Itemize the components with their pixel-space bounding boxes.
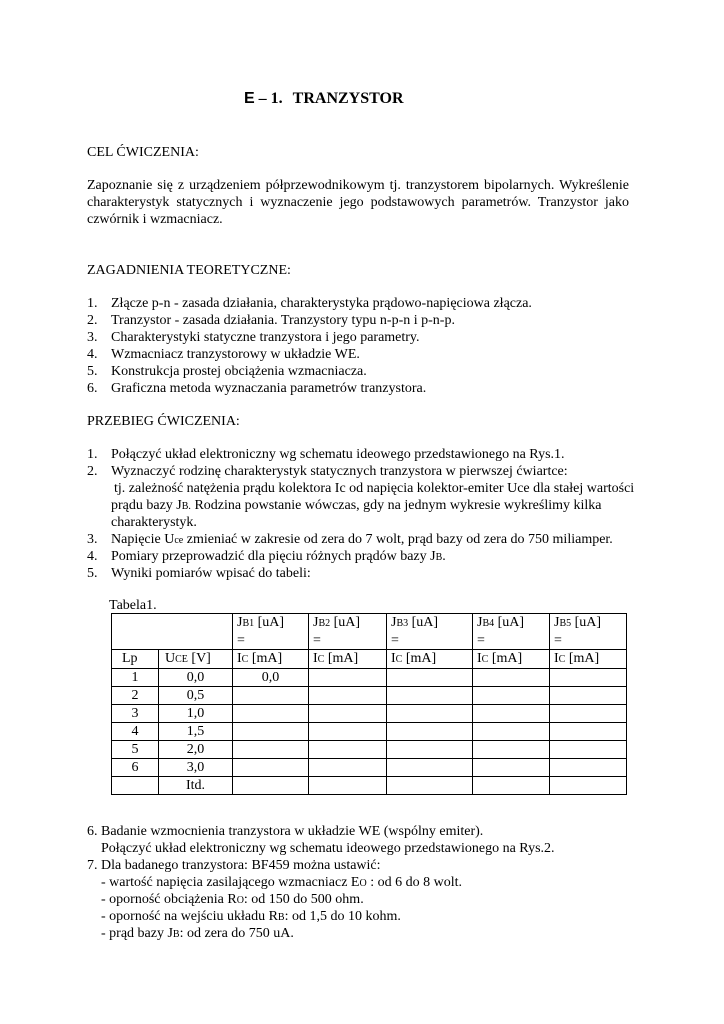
step-number: 4. bbox=[87, 549, 98, 564]
table-header-cell: Lp bbox=[112, 650, 159, 669]
table-cell bbox=[112, 614, 233, 650]
goal-line: Zapoznanie się z urządzeniem półprzewodnikowym tj. tranzystorem bipolarnych. Wykreślenie bbox=[87, 178, 629, 193]
table-header-cell: JB1 [uA] = bbox=[233, 614, 309, 650]
title-number: – 1. bbox=[258, 90, 283, 107]
step-text: Wyniki pomiarów wpisać do tabeli: bbox=[111, 566, 311, 581]
table-row: 3 1,0 bbox=[112, 705, 627, 723]
step-number: 5. bbox=[87, 566, 98, 581]
table-header-cell: JB5 [uA] = bbox=[550, 614, 627, 650]
list-item-text: Wzmacniacz tranzystorowy w układzie WE. bbox=[111, 347, 360, 362]
table-header-cell: IC [mA] bbox=[233, 650, 309, 669]
table-header-row bbox=[112, 614, 627, 650]
step7-line: 7. Dla badanego tranzystora: BF459 można ustawić: bbox=[87, 858, 381, 873]
step7-bullet: - oporność na wejściu układu RB: od 1,5 do 10 kohm. bbox=[101, 909, 401, 924]
table-header-row bbox=[112, 650, 627, 669]
table-header-cell: JB2 [uA] = bbox=[309, 614, 387, 650]
step-detail: prądu bazy JB. Rodzina powstanie wówczas, gdy na jednym wykresie wykreślimy kilka bbox=[111, 498, 602, 513]
list-item-text: Charakterystyki statyczne tranzystora i jego parametry. bbox=[111, 330, 420, 345]
table-header-cell: UCE [V] bbox=[159, 650, 233, 669]
list-item: 6. bbox=[87, 381, 98, 396]
step-text: Napięcie Uce zmieniać w zakresie od zera do 7 wolt, prąd bazy od zera do 750 miliamper. bbox=[111, 532, 613, 547]
table-row: Itd. bbox=[112, 777, 627, 795]
table-row: 4 1,5 bbox=[112, 723, 627, 741]
step7-bullet: - wartość napięcia zasilającego wzmacniacz EO : od 6 do 8 wolt. bbox=[101, 875, 462, 890]
table-caption: Tabela1. bbox=[109, 598, 157, 613]
table-row: 1 0,0 0,0 bbox=[112, 669, 627, 687]
step-number: 1. bbox=[87, 447, 98, 462]
list-item: 5. bbox=[87, 364, 98, 379]
goal-line: charakterystyk statycznych i wyznaczenie jego podstawowych parametrów. Tranzystor jako bbox=[87, 195, 629, 210]
table-header-cell: IC [mA] bbox=[309, 650, 387, 669]
step-detail: charakterystyk. bbox=[111, 515, 197, 530]
step-detail: tj. zależność natężenia prądu kolektora Ic od napięcia kolektor-emiter Uce dla stałej wartości bbox=[114, 481, 635, 496]
list-item-text: Złącze p-n - zasada działania, charakterystyka prądowo-napięciowa złącza. bbox=[111, 296, 532, 311]
title-prefix: E bbox=[244, 90, 255, 107]
table-header-cell: JB4 [uA] = bbox=[473, 614, 550, 650]
step7-bullet: - oporność obciążenia RO: od 150 do 500 ohm. bbox=[101, 892, 364, 907]
list-item: 3. bbox=[87, 330, 98, 345]
procedure-heading: PRZEBIEG ĆWICZENIA: bbox=[87, 414, 240, 429]
theory-heading: ZAGADNIENIA TEORETYCZNE: bbox=[87, 263, 291, 278]
list-item-text: Graficzna metoda wyznaczania parametrów tranzystora. bbox=[111, 381, 427, 396]
table-header-cell: IC [mA] bbox=[473, 650, 550, 669]
step-text: Wyznaczyć rodzinę charakterystyk statycznych tranzystora w pierwszej ćwiartce: bbox=[111, 464, 568, 479]
list-item: 1. bbox=[87, 296, 98, 311]
table-row: 5 2,0 bbox=[112, 741, 627, 759]
list-item: 2. bbox=[87, 313, 98, 328]
table-header-cell: JB3 [uA] = bbox=[387, 614, 473, 650]
step7-bullet: - prąd bazy JB: od zera do 750 uA. bbox=[101, 926, 294, 941]
table-row: 2 0,5 bbox=[112, 687, 627, 705]
measurement-table bbox=[111, 613, 627, 795]
table-row: 6 3,0 bbox=[112, 759, 627, 777]
table-header-cell: IC [mA] bbox=[550, 650, 627, 669]
table-header-cell: IC [mA] bbox=[387, 650, 473, 669]
step-number: 3. bbox=[87, 532, 98, 547]
step-number: 2. bbox=[87, 464, 98, 479]
list-item: 4. bbox=[87, 347, 98, 362]
title-name: TRANZYSTOR bbox=[292, 90, 404, 107]
goal-line: czwórnik i wzmacniacz. bbox=[87, 212, 223, 227]
list-item-text: Tranzystor - zasada działania. Tranzystory typu n-p-n i p-n-p. bbox=[111, 313, 455, 328]
list-item-text: Konstrukcja prostej obciążenia wzmacniacza. bbox=[111, 364, 367, 379]
page-title bbox=[244, 90, 404, 107]
step-text: Połączyć układ elektroniczny wg schematu ideowego przedstawionego na Rys.1. bbox=[111, 447, 565, 462]
step6-line: Połączyć układ elektroniczny wg schematu ideowego przedstawionego na Rys.2. bbox=[101, 841, 555, 856]
step6-line: 6. Badanie wzmocnienia tranzystora w układzie WE (wspólny emiter). bbox=[87, 824, 484, 839]
goal-heading: CEL ĆWICZENIA: bbox=[87, 145, 199, 160]
step-text: Pomiary przeprowadzić dla pięciu różnych prądów bazy JB. bbox=[111, 549, 446, 564]
